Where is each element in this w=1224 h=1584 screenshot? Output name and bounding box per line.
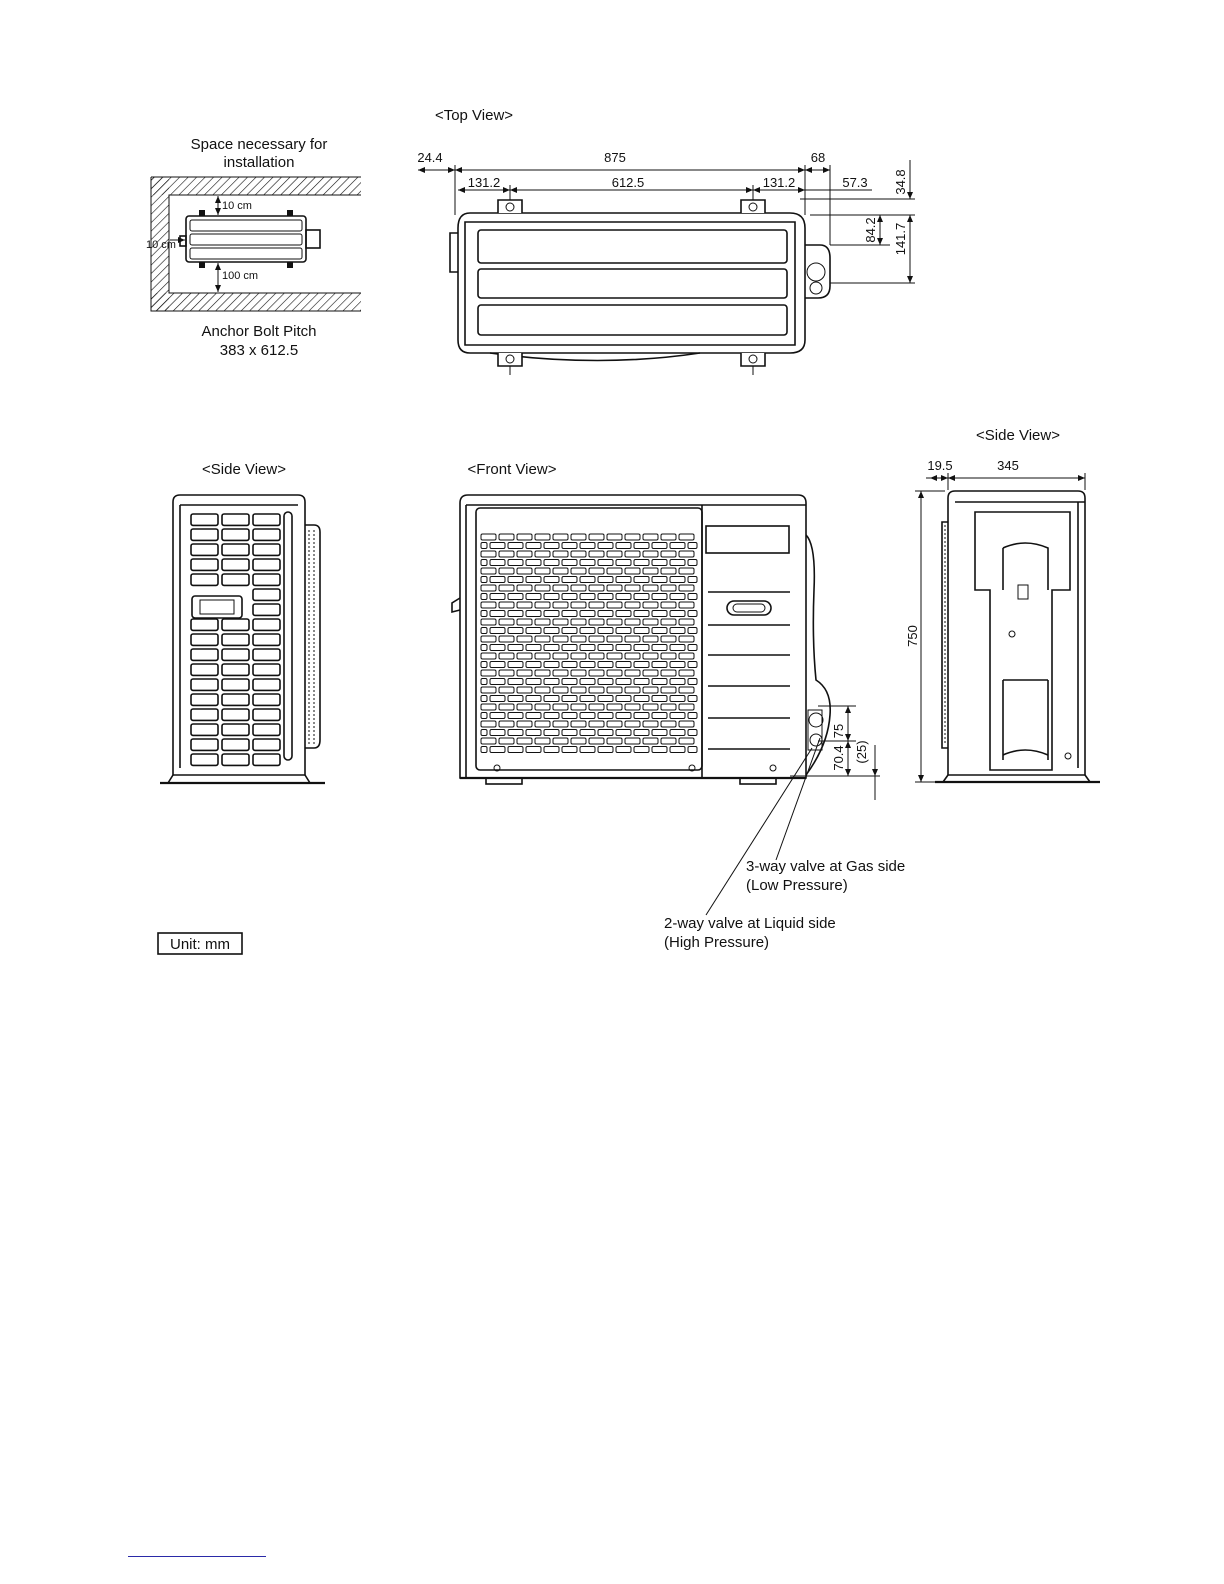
- dim-345: 345: [997, 458, 1019, 473]
- front-view-title: <Front View>: [467, 461, 557, 478]
- dim-57-3: 57.3: [842, 175, 868, 190]
- unit-label: Unit: mm: [170, 936, 230, 953]
- dim-68: 68: [810, 150, 826, 165]
- dim-875: 875: [604, 150, 626, 165]
- dim-75: 75: [831, 723, 846, 739]
- dim-750: 750: [905, 625, 920, 647]
- right-side-view: [905, 427, 1100, 782]
- gas-valve-label-2: (Low Pressure): [746, 877, 848, 894]
- top-view-title: <Top View>: [434, 107, 514, 124]
- anchor-bolt-title: Anchor Bolt Pitch: [201, 323, 317, 340]
- left-side-view-title: <Side View>: [202, 461, 286, 478]
- liquid-valve-label-2: (High Pressure): [664, 934, 770, 951]
- top-unit-body: [458, 213, 805, 353]
- dim-25: (25): [854, 740, 869, 764]
- anchor-bolt-value: 383 x 612.5: [219, 342, 299, 359]
- top-view: [417, 107, 915, 375]
- dim-131-2-left: 131.2: [467, 175, 501, 190]
- dim-612-5: 612.5: [611, 175, 645, 190]
- dim-19-5: 19.5: [927, 458, 953, 473]
- dim-34-8: 34.8: [893, 169, 908, 195]
- clearance-bottom-label: 100 cm: [222, 270, 259, 282]
- dim-70-4: 70.4: [831, 745, 846, 771]
- wall-top: [151, 177, 361, 195]
- dim-24-4: 24.4: [417, 150, 443, 165]
- left-side-body: [173, 495, 305, 775]
- dim-131-2-right: 131.2: [762, 175, 796, 190]
- unit-note: [158, 933, 242, 954]
- dim-141-7: 141.7: [893, 222, 908, 256]
- dim-84-2: 84.2: [863, 217, 878, 243]
- installation-space-diagram: [146, 136, 361, 359]
- left-side-view: [160, 461, 325, 783]
- space-title-line2: installation: [223, 154, 295, 171]
- right-side-view-title: <Side View>: [976, 427, 1060, 444]
- space-title-line1: Space necessary for: [190, 136, 328, 153]
- gas-valve-label-1: 3-way valve at Gas side: [746, 858, 906, 875]
- unit-outline-mini: [186, 216, 306, 262]
- front-view: [452, 461, 905, 951]
- wall-bottom: [151, 293, 361, 311]
- clearance-top-label: 10 cm: [222, 200, 252, 212]
- liquid-valve-label-1: 2-way valve at Liquid side: [664, 915, 836, 932]
- right-side-body: [948, 491, 1085, 775]
- clearance-left-label: 10 cm: [146, 239, 176, 251]
- footer-rule: [128, 1556, 266, 1557]
- front-handle: [727, 601, 771, 615]
